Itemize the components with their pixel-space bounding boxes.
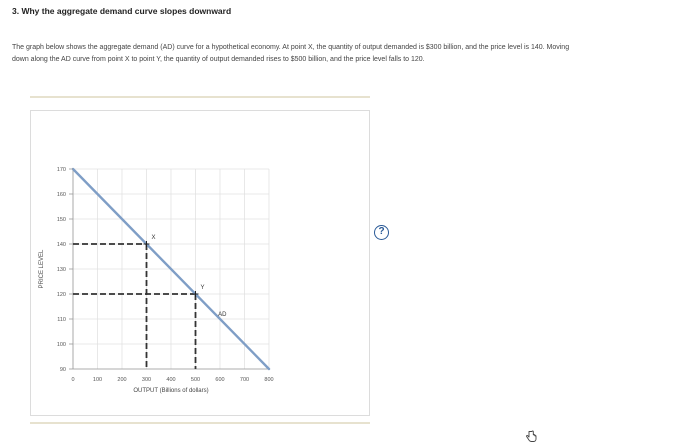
graph-panel <box>30 110 385 416</box>
x-tick-label: 700 <box>239 377 250 383</box>
x-axis-title: OUTPUT (Billions of dollars) <box>133 388 209 394</box>
y-tick-label: 140 <box>56 242 66 248</box>
x-tick-label: 600 <box>215 377 225 383</box>
bottom-divider <box>30 422 370 424</box>
y-tick-label: 120 <box>56 292 66 298</box>
x-tick-label: 300 <box>141 377 152 383</box>
label-layer <box>39 235 227 394</box>
x-tick-label: 100 <box>92 377 103 383</box>
ad-chart <box>31 111 369 415</box>
x-tick-label: 800 <box>264 377 274 383</box>
y-tick-label: 110 <box>57 317 66 323</box>
y-tick-label: 160 <box>56 192 66 198</box>
y-axis-title: PRICE LEVEL <box>39 249 45 289</box>
hand-cursor-icon <box>524 429 538 443</box>
y-tick-label: 150 <box>56 217 66 223</box>
point-label: Y <box>200 285 205 291</box>
tick-layer <box>57 167 274 383</box>
help-button[interactable]: ? <box>374 225 389 240</box>
question-title: 3. Why the aggregate demand curve slopes downward <box>12 6 232 16</box>
x-tick-label: 400 <box>166 377 176 383</box>
point-label: X <box>151 235 156 241</box>
x-tick-label: 200 <box>117 377 127 383</box>
ad-curve-label: AD <box>218 312 227 318</box>
y-tick-label: 170 <box>56 167 66 173</box>
y-tick-label: 90 <box>59 367 66 373</box>
x-tick-label: 500 <box>190 377 201 383</box>
y-tick-label: 130 <box>56 267 66 273</box>
top-divider <box>30 96 370 98</box>
y-tick-label: 100 <box>56 342 66 348</box>
dash-layer <box>73 244 196 369</box>
x-tick-label: 0 <box>71 377 75 383</box>
question-text: The graph below shows the aggregate demand (AD) curve for a hypothetical economy. At point X, the quantity of output demanded is $300 billion, and the price level is 140. Moving down along the AD curve from point X to point Y, the quantity of output demanded rises to $500 billion, and the price level falls to 120. <box>12 44 570 63</box>
